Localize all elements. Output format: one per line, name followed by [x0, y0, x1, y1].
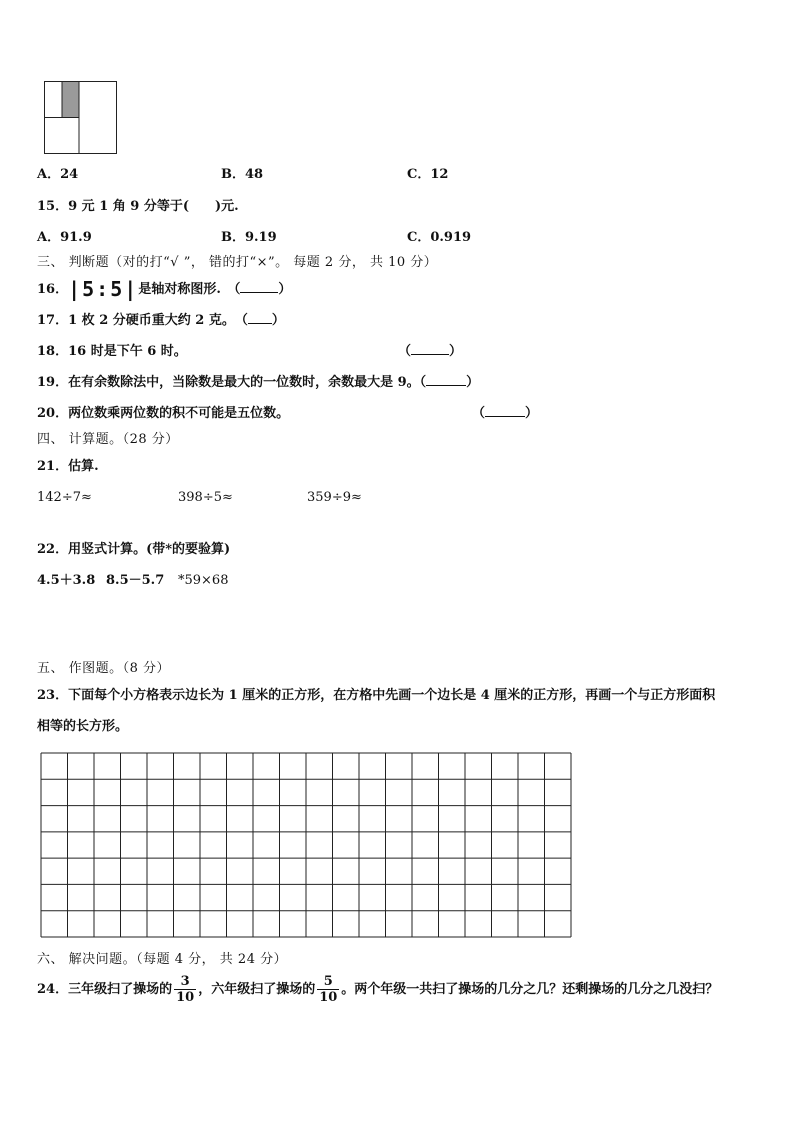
q24-fraction-2 [317, 974, 339, 1005]
q16-number: 16． [37, 282, 69, 297]
q14-option-a: A．24 [37, 167, 79, 182]
q17-text: 17．1 枚 2 分硬币重大约 2 克。 （ [37, 313, 248, 328]
q19-answer-blank[interactable] [426, 375, 466, 386]
question-21-title: 21．估算. [37, 459, 99, 474]
q20-close-paren: ） [525, 406, 539, 421]
question-20: 20．两位数乘两位数的积不可能是五位数。 [37, 406, 290, 421]
q19-close-paren: ） [466, 375, 480, 390]
q20-answer-blank[interactable] [485, 406, 525, 417]
section-5-heading: 五、 作图题。（8 分） [37, 661, 171, 676]
q17-answer-blank[interactable] [248, 313, 272, 324]
q18-open-paren: （ [398, 344, 412, 359]
q21-item-1: 142÷7≈ [37, 490, 92, 505]
q14-option-c: C．12 [407, 167, 449, 182]
q16-answer-blank[interactable] [240, 282, 278, 293]
q22-item-1: 4.5＋3.8 [37, 573, 96, 588]
q24-part-1: 24．三年级扫了操场的 [37, 982, 173, 997]
question-22-title: 22．用竖式计算。(带*的要验算) [37, 542, 231, 557]
q20-open-paren: （ [472, 406, 486, 421]
q24-fraction-2-denominator: 10 [319, 990, 338, 1005]
question-18: 18．16 时是下午 6 时。 [37, 344, 187, 359]
q24-part-3: 。两个年级一共扫了操场的几分之几？还剩操场的几分之几没扫？ [341, 982, 719, 997]
q15-option-c: C．0.919 [407, 230, 472, 245]
q18-answer-blank[interactable] [411, 344, 449, 355]
question-23-line-2: 相等的长方形。 [37, 719, 129, 734]
q20-answer [472, 406, 538, 422]
q21-item-2: 398÷5≈ [178, 490, 233, 505]
question-24 [37, 972, 718, 1008]
section-3-heading: 三、 判断题（对的打“√ ”， 错的打“×”。 每题 2 分， 共 10 分） [37, 255, 438, 270]
q19-text: 19．在有余数除法中，当除数是最大的一位数时，余数最大是 9。（ [37, 375, 427, 390]
question-16 [37, 277, 292, 301]
question-14-figure [44, 81, 118, 155]
question-23-line-1: 23．下面每个小方格表示边长为 1 厘米的正方形，在方格中先画一个边长是 4 厘米的正方形，再画一个与正方形面积 [37, 688, 716, 703]
q21-item-3: 359÷9≈ [307, 490, 362, 505]
q14-option-b: B．48 [221, 167, 264, 182]
q22-item-2: 8.5－5.7 [106, 573, 165, 588]
q17-close-paren: ） [271, 313, 285, 328]
q24-fraction-1-numerator: 3 [174, 974, 196, 990]
drawing-grid[interactable] [40, 752, 572, 938]
question-17 [37, 313, 285, 329]
q16-close-paren: ） [278, 282, 292, 297]
q22-item-3: *59×68 [178, 573, 229, 588]
q15-option-a: A．91.9 [37, 230, 92, 245]
q24-fraction-2-numerator: 5 [317, 974, 339, 990]
q16-digit-glyphs: |5:5| [68, 277, 139, 301]
question-15: 15．9 元 1 角 9 分等于( )元. [37, 199, 239, 214]
q24-fraction-1-denominator: 10 [176, 990, 195, 1005]
q24-part-2: ，六年级扫了操场的 [198, 982, 316, 997]
section-6-heading: 六、 解决问题。（每题 4 分， 共 24 分） [37, 952, 288, 967]
q16-text: 是轴对称图形. （ [138, 282, 241, 297]
section-4-heading: 四、 计算题。（28 分） [37, 432, 179, 447]
q24-fraction-1 [174, 974, 196, 1005]
q15-option-b: B．9.19 [221, 230, 277, 245]
q18-close-paren: ） [449, 344, 463, 359]
question-19 [37, 375, 479, 391]
q18-answer [398, 344, 462, 360]
